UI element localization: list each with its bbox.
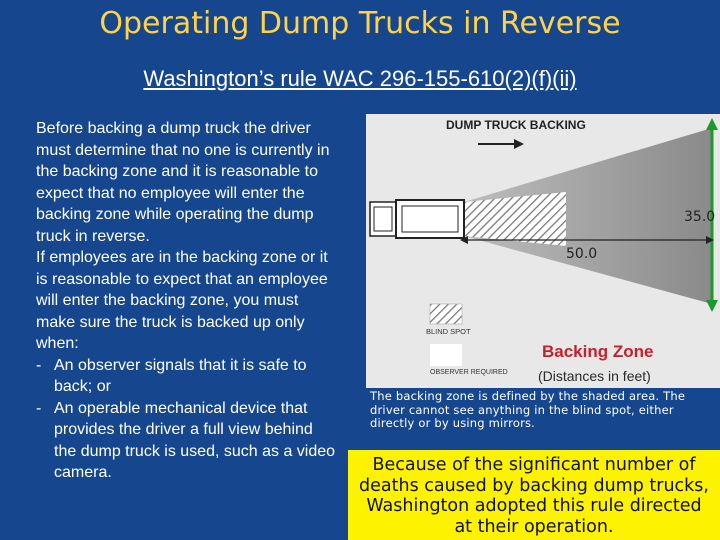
bullet-marker: - (36, 356, 42, 374)
dump-truck-icon (370, 200, 464, 238)
diagram-caption: The backing zone is defined by the shaded area. The driver cannot see anything in the blind spot, either directly or by using mirrors. (370, 389, 686, 430)
callout-box (348, 450, 720, 540)
body-paragraph-2: If employees are in the backing zone or it is reasonable to expect that an employee will enter the backing zone, you must make sure the truck is backed up only when: (36, 249, 328, 352)
blind-spot-legend-label: BLIND SPOT (426, 327, 471, 336)
body-text (36, 118, 336, 484)
width-label: 35.0 (684, 209, 716, 225)
condition-text: An observer signals that it is safe to back; or (54, 356, 307, 395)
observer-legend-label: OBSERVER REQUIRED (430, 369, 508, 376)
condition-item (36, 398, 336, 484)
length-label: 50.0 (566, 246, 598, 262)
bullet-marker: - (36, 399, 42, 417)
condition-text: An operable mechanical device that provides the driver a full view behind the dump truck is used, such as a video camera. (54, 399, 336, 481)
zone-subtitle: (Distances in feet) (538, 368, 651, 384)
callout-text: Because of the significant number of deaths caused by backing dump trucks, Washington adopted this rule directed at their operation. (359, 455, 709, 537)
zone-title: Backing Zone (542, 342, 654, 361)
condition-list (36, 355, 336, 484)
blind-spot-legend-swatch (430, 304, 462, 324)
body-paragraph-1: Before backing a dump truck the driver must determine that no one is currently in the backing zone and it is reasonable to expect that no employee will enter the backing zone while operating the dump truck in reverse. (36, 120, 330, 245)
observer-legend-swatch (430, 344, 462, 366)
diagram-heading: DUMP TRUCK BACKING (446, 118, 586, 132)
backing-zone-diagram (366, 114, 720, 388)
slide-subtitle: Washington’s rule WAC 296-155-610(2)(f)(ii) (143, 66, 577, 91)
slide-title: Operating Dump Trucks in Reverse (99, 6, 621, 41)
direction-arrow-icon (478, 139, 524, 149)
condition-item (36, 355, 336, 398)
